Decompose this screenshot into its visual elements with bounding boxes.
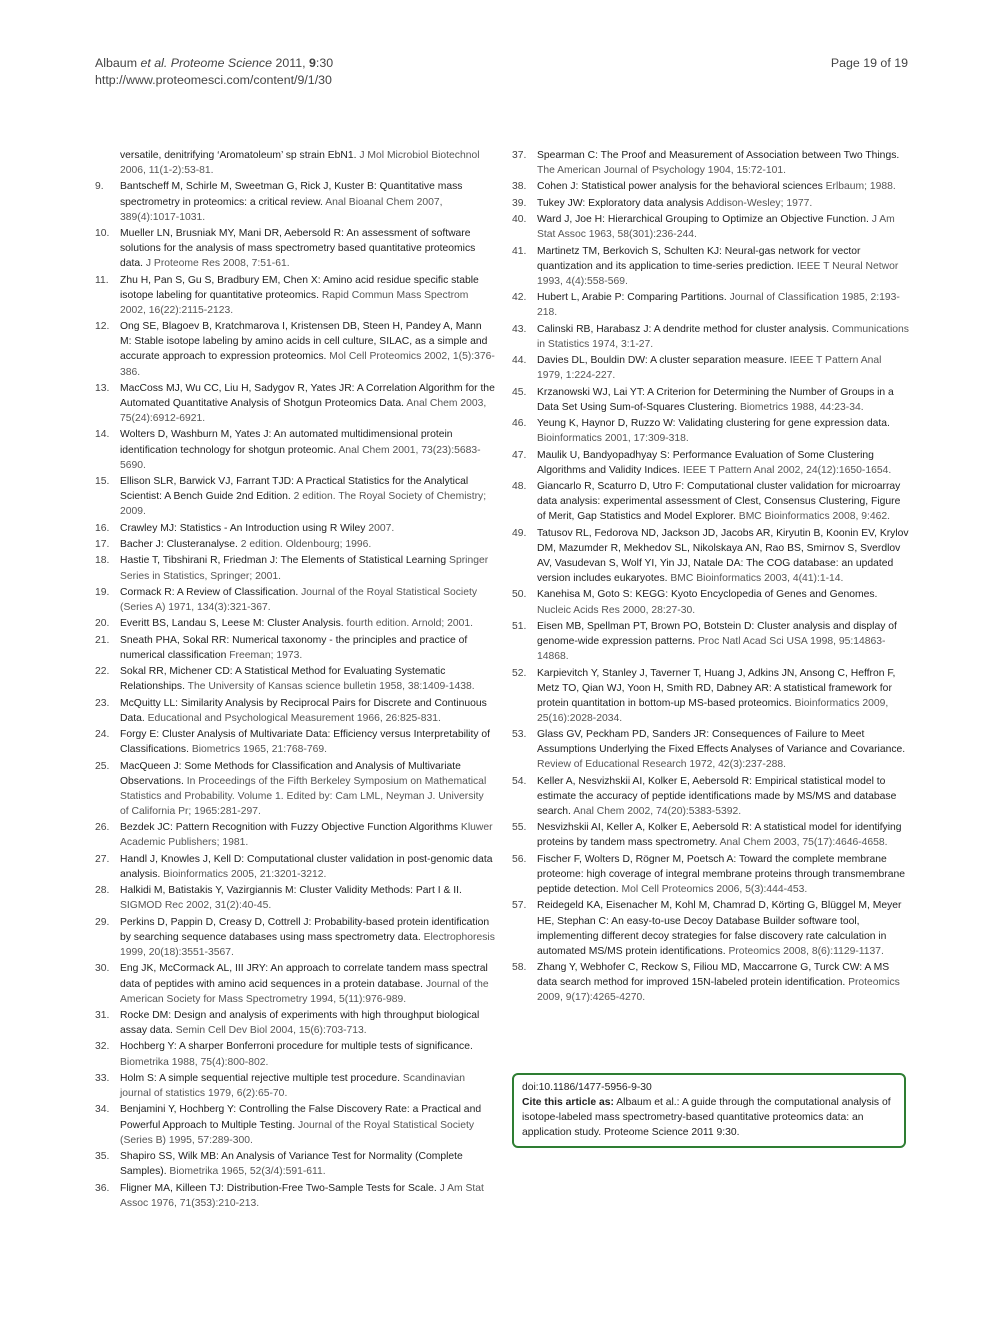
reference-title[interactable]: Sneath PHA, Sokal RR: Numerical taxonomy - the principles and practice of numerical classification bbox=[120, 634, 468, 661]
references-left-column bbox=[95, 148, 495, 1212]
reference-source: Communications in Statistics 1974, 3:1-27. bbox=[537, 323, 909, 350]
reference-source: Proteomics 2008, 8(6):1129-1137. bbox=[725, 945, 884, 957]
reference-title[interactable]: Ong SE, Blagoev B, Kratchmarova I, Kristensen DB, Steen H, Pandey A, Mann M: Stable isotope labeling by amino acids in cell culture, SILAC, as a simple and accurate approach to expression proteomics. bbox=[120, 321, 488, 363]
reference-source: Educational and Psychological Measurement 1966, 26:825-831. bbox=[144, 712, 441, 724]
reference-item bbox=[512, 448, 910, 478]
citation-text bbox=[522, 1095, 896, 1140]
reference-source: BMC Bioinformatics 2008, 9:462. bbox=[735, 511, 891, 523]
reference-item bbox=[512, 587, 910, 617]
reference-number: 40. bbox=[512, 214, 527, 226]
reference-title[interactable]: Eisen MB, Spellman PT, Brown PO, Botstein D: Cluster analysis and display of genome-wide expression patterns. bbox=[537, 620, 897, 648]
citation-label: Cite this article as: bbox=[522, 1097, 614, 1108]
reference-item bbox=[95, 537, 495, 552]
reference-source: 2 edition. Oldenbourg; 1996. bbox=[237, 539, 372, 551]
reference-item bbox=[95, 381, 495, 426]
reference-number: 34. bbox=[95, 1104, 110, 1116]
reference-item bbox=[95, 1008, 495, 1038]
reference-source: Proteomics 2009, 9(17):4265-4270. bbox=[537, 977, 900, 1004]
reference-item bbox=[512, 666, 910, 726]
reference-number: 39. bbox=[512, 197, 527, 209]
reference-title[interactable]: Tukey JW: Exploratory data analysis bbox=[537, 197, 704, 209]
reference-number: 23. bbox=[95, 697, 110, 709]
reference-number: 49. bbox=[512, 527, 527, 539]
reference-title[interactable]: Calinski RB, Harabasz J: A dendrite method for cluster analysis. bbox=[537, 323, 830, 335]
reference-title[interactable]: MacQueen J: Some Methods for Classification and Analysis of Multivariate Observations. bbox=[120, 760, 461, 787]
reference-item bbox=[95, 1071, 495, 1101]
reference-number: 54. bbox=[512, 775, 527, 787]
reference-source: Journal of Classification 1985, 2:193-218. bbox=[537, 292, 900, 319]
reference-source: Bioinformatics 2001, 17:309-318. bbox=[537, 433, 689, 445]
reference-item bbox=[95, 1181, 495, 1211]
reference-number: 24. bbox=[95, 729, 110, 741]
reference-source: Biometrika 1988, 75(4):800-802. bbox=[120, 1056, 269, 1068]
reference-title[interactable]: Yeung K, Haynor D, Ruzzo W: Validating clustering for gene expression data. bbox=[537, 418, 890, 430]
reference-source: Bioinformatics 2005, 21:3201-3212. bbox=[160, 868, 327, 880]
reference-source: Bioinformatics 2009, 25(16):2028-2034. bbox=[537, 697, 889, 724]
reference-title[interactable]: Hastie T, Tibshirani R, Friedman J: The Elements of Statistical Learning bbox=[120, 555, 447, 567]
reference-number: 48. bbox=[512, 481, 527, 493]
reference-title[interactable]: Nesvizhskii AI, Keller A, Kolker E, Aebersold R: A statistical model for identifying proteins by tandem mass spectrometry. bbox=[537, 822, 902, 849]
reference-item bbox=[95, 273, 495, 318]
reference-title[interactable]: Benjamini Y, Hochberg Y: Controlling the False Discovery Rate: a Practical and Powerful Approach to Multiple Testing. bbox=[120, 1104, 482, 1131]
reference-title[interactable]: Rocke DM: Design and analysis of experiments with high throughput biological assay data. bbox=[120, 1009, 480, 1037]
reference-number: 41. bbox=[512, 245, 527, 257]
reference-title[interactable]: Zhu H, Pan S, Gu S, Bradbury EM, Chen X: Amino acid residue specific stable isotope labeling for quantitative proteomics. bbox=[120, 274, 479, 301]
reference-source: J Am Stat Assoc 1976, 71(353):210-213. bbox=[120, 1182, 484, 1209]
reference-number: 32. bbox=[95, 1041, 110, 1053]
reference-source: The American Journal of Psychology 1904, 15:72-101. bbox=[537, 165, 786, 177]
reference-item bbox=[512, 196, 910, 211]
reference-number: 33. bbox=[95, 1072, 110, 1084]
reference-title[interactable]: Spearman C: The Proof and Measurement of Association between Two Things. bbox=[537, 150, 900, 161]
reference-title[interactable]: Crawley MJ: Statistics - An Introduction using R Wiley bbox=[120, 522, 366, 534]
reference-number: 9. bbox=[95, 181, 104, 193]
reference-item bbox=[95, 1102, 495, 1147]
reference-item bbox=[95, 820, 495, 850]
reference-number: 56. bbox=[512, 853, 527, 865]
reference-item bbox=[95, 616, 495, 631]
citation-body: Albaum et al.: A guide through the computational analysis of isotope-labeled mass spectrometry-based quantitative proteomics data: an application study. Proteome Science 2011 9:30. bbox=[522, 1097, 891, 1138]
reference-item bbox=[95, 633, 495, 663]
reference-item bbox=[95, 179, 495, 224]
reference-number: 55. bbox=[512, 822, 527, 834]
reference-item bbox=[512, 898, 910, 958]
reference-title[interactable]: Perkins D, Pappin D, Creasy D, Cottrell J: Probability-based protein identification by searching sequence databases using mass spectrometry data. bbox=[120, 916, 490, 943]
reference-title[interactable]: Kanehisa M, Goto S: KEGG: Kyoto Encyclopedia of Genes and Genomes. bbox=[537, 589, 878, 601]
reference-item bbox=[512, 353, 910, 383]
reference-title[interactable]: Ward J, Joe H: Hierarchical Grouping to Optimize an Objective Function. bbox=[537, 214, 869, 226]
reference-title[interactable]: Reidegeld KA, Eisenacher M, Kohl M, Chamrad D, Körting G, Blüggel M, Meyer HE, Stephan C: An easy-to-use Decoy Database Builder software tool, implementing different decoy strategies for false discovery rate calculation in automated MS/MS protein identifications. bbox=[537, 900, 902, 957]
reference-item bbox=[95, 585, 495, 615]
reference-item bbox=[95, 696, 495, 726]
reference-title[interactable]: Cormack R: A Review of Classification. bbox=[120, 586, 299, 598]
reference-item bbox=[95, 915, 495, 960]
reference-title[interactable]: Wolters D, Washburn M, Yates J: An automated multidimensional protein identification technology for shotgun proteomic. bbox=[120, 429, 453, 456]
reference-item bbox=[512, 148, 910, 178]
reference-number: 35. bbox=[95, 1151, 110, 1163]
reference-source: Journal of the American Society for Mass Spectrometry 1994, 5(11):976-989. bbox=[120, 978, 489, 1005]
reference-source: The University of Kansas science bulletin 1958, 38:1409-1438. bbox=[184, 681, 475, 693]
reference-source: Springer Series in Statistics, Springer; 2001. bbox=[120, 555, 489, 582]
reference-title[interactable]: Zhang Y, Webhofer C, Reckow S, Filiou MD, Maccarrone G, Turck CW: A MS data search method for improved 15N-labeled protein identification. bbox=[537, 962, 890, 989]
reference-title[interactable]: Shapiro SS, Wilk MB: An Analysis of Variance Test for Normality (Complete Samples). bbox=[120, 1151, 463, 1178]
reference-title[interactable]: Hubert L, Arabie P: Comparing Partitions. bbox=[537, 292, 727, 304]
reference-source: Journal of the Royal Statistical Society (Series A) 1971, 134(3):321-367. bbox=[120, 586, 478, 613]
reference-source: SIGMOD Rec 2002, 31(2):40-45. bbox=[120, 900, 272, 912]
reference-number: 37. bbox=[512, 150, 527, 161]
reference-number: 13. bbox=[95, 382, 110, 394]
reference-title[interactable]: Hochberg Y: A sharper Bonferroni procedure for multiple tests of significance. bbox=[120, 1041, 473, 1053]
reference-item bbox=[95, 148, 495, 178]
reference-number: 46. bbox=[512, 418, 527, 430]
reference-title[interactable]: Davies DL, Bouldin DW: A cluster separation measure. bbox=[537, 355, 787, 367]
reference-item bbox=[95, 883, 495, 913]
reference-source: Biometrics 1965, 21:768-769. bbox=[188, 744, 327, 756]
reference-source: Biometrika 1965, 52(3/4):591-611. bbox=[166, 1166, 326, 1178]
reference-item bbox=[512, 244, 910, 289]
reference-source: J Am Stat Assoc 1963, 58(301):236-244. bbox=[537, 214, 895, 241]
reference-source: 2 edition. The Royal Society of Chemistry; 2009. bbox=[120, 491, 487, 518]
reference-number: 19. bbox=[95, 586, 110, 598]
reference-number: 10. bbox=[95, 228, 110, 240]
reference-source: Anal Chem 2001, 73(23):5683-5690. bbox=[120, 444, 481, 471]
reference-title[interactable]: Handl J, Knowles J, Kell D: Computational cluster validation in post-genomic data analysis. bbox=[120, 853, 493, 880]
reference-title[interactable]: Cohen J: Statistical power analysis for the behavioral sciences bbox=[537, 181, 823, 193]
reference-number: 21. bbox=[95, 634, 110, 646]
reference-title[interactable]: Everitt BS, Landau S, Leese M: Cluster Analysis. bbox=[120, 618, 344, 630]
reference-item bbox=[512, 212, 910, 242]
page-number: Page 19 of 19 bbox=[830, 56, 908, 70]
reference-source: Mol Cell Proteomics 2006, 5(3):444-453. bbox=[618, 884, 808, 896]
reference-item bbox=[512, 479, 910, 524]
reference-source: 2007. bbox=[365, 522, 395, 534]
reference-title[interactable]: Keller A, Nesvizhskii AI, Kolker E, Aebersold R: Empirical statistical model to estimate the accuracy of peptide identifications made by MS/MS and database search. bbox=[537, 775, 897, 817]
reference-source: Semin Cell Dev Biol 2004, 15(6):703-713. bbox=[172, 1025, 367, 1037]
reference-source: Electrophoresis 1999, 20(18):3551-3567. bbox=[120, 931, 495, 959]
reference-item bbox=[512, 416, 910, 446]
reference-number: 15. bbox=[95, 476, 110, 488]
header-citation: Albaum et al. Proteome Science 2011, 9:30 bbox=[95, 56, 334, 70]
reference-title[interactable]: Maulik U, Bandyopadhyay S: Performance Evaluation of Some Clustering Algorithms and Validity Indices. bbox=[537, 449, 874, 476]
reference-title[interactable]: Bacher J: Clusteranalyse. bbox=[120, 539, 238, 551]
reference-source: Anal Bioanal Chem 2007, 389(4):1017-1031. bbox=[120, 196, 443, 223]
reference-number: 51. bbox=[512, 620, 527, 632]
reference-source: J Mol Microbiol Biotechnol 2006, 11(1-2):53-81. bbox=[120, 150, 480, 177]
reference-item bbox=[512, 960, 910, 1005]
reference-number: 20. bbox=[95, 618, 110, 630]
reference-source: IEEE T Pattern Anal 1979, 1:224-227. bbox=[537, 355, 882, 382]
reference-item bbox=[95, 427, 495, 472]
reference-number: 25. bbox=[95, 760, 110, 772]
reference-source: BMC Bioinformatics 2003, 4(41):1-14. bbox=[667, 573, 844, 585]
reference-source: Anal Chem 2002, 74(20):5383-5392. bbox=[570, 805, 742, 817]
reference-source: Anal Chem 2003, 75(24):6912-6921. bbox=[120, 397, 487, 425]
reference-source: Proc Natl Acad Sci USA 1998, 95:14863-14868. bbox=[537, 636, 886, 663]
reference-item bbox=[95, 319, 495, 379]
reference-item bbox=[512, 774, 910, 819]
reference-source: Scandinavian journal of statistics 1979, 6(2):65-70. bbox=[120, 1072, 465, 1100]
reference-number: 18. bbox=[95, 555, 110, 567]
reference-item bbox=[512, 852, 910, 897]
reference-source: Addison-Wesley; 1977. bbox=[703, 197, 813, 209]
reference-source: Anal Chem 2003, 75(17):4646-4658. bbox=[717, 837, 888, 849]
reference-source: IEEE T Pattern Anal 2002, 24(12):1650-1654. bbox=[679, 464, 892, 476]
reference-item bbox=[95, 852, 495, 882]
reference-source: IEEE T Neural Networ 1993, 4(4):558-569. bbox=[537, 260, 899, 287]
reference-title[interactable]: Holm S: A simple sequential rejective multiple test procedure. bbox=[120, 1072, 400, 1084]
reference-number: 28. bbox=[95, 885, 110, 897]
reference-number: 43. bbox=[512, 323, 527, 335]
reference-title[interactable]: Krzanowski WJ, Lai YT: A Criterion for Determining the Number of Groups in a Data Set Using Sum-of-Squares Clustering. bbox=[537, 386, 894, 413]
reference-item bbox=[512, 619, 910, 664]
reference-source: Rapid Commun Mass Spectrom 2002, 16(22):2115-2123. bbox=[120, 289, 469, 316]
reference-item bbox=[512, 526, 910, 586]
reference-number: 57. bbox=[512, 900, 527, 912]
reference-source: Freeman; 1973. bbox=[226, 649, 303, 661]
reference-number: 31. bbox=[95, 1009, 110, 1021]
reference-title[interactable]: McQuitty LL: Similarity Analysis by Reciprocal Pairs for Discrete and Continuous Data. bbox=[120, 697, 487, 724]
reference-title[interactable]: Karpievitch Y, Stanley J, Taverner T, Huang J, Adkins JN, Ansong C, Heffron F, Metz TO, Qian WJ, Yoon H, Smith RD, Dabney AR: A statistical framework for protein quantitation in bottom-up MS-based proteomics. bbox=[537, 667, 896, 709]
reference-title[interactable]: versatile, denitrifying ‘Aromatoleum’ sp strain EbN1. bbox=[120, 150, 357, 161]
reference-number: 52. bbox=[512, 667, 527, 679]
reference-item bbox=[512, 385, 910, 415]
reference-number: 30. bbox=[95, 963, 110, 975]
reference-title[interactable]: Bezdek JC: Pattern Recognition with Fuzzy Objective Function Algorithms bbox=[120, 822, 459, 834]
reference-title[interactable]: Forgy E: Cluster Analysis of Multivariate Data: Efficiency versus Interpretability of Classifications. bbox=[120, 729, 491, 756]
reference-source: Journal of the Royal Statistical Society (Series B) 1995, 57:289-300. bbox=[120, 1119, 474, 1146]
reference-title[interactable]: Halkidi M, Batistakis Y, Vazirgiannis M: Cluster Validity Methods: Part I & II. bbox=[120, 885, 462, 897]
reference-title[interactable]: Sokal RR, Michener CD: A Statistical Method for Evaluating Systematic Relationships. bbox=[120, 666, 446, 693]
reference-item bbox=[95, 1149, 495, 1179]
reference-source: Erlbaum; 1988. bbox=[822, 181, 896, 193]
running-header bbox=[95, 55, 333, 89]
reference-item bbox=[512, 179, 910, 194]
reference-source: Biometrics 1988, 44:23-34. bbox=[737, 401, 864, 413]
reference-number: 58. bbox=[512, 962, 527, 974]
reference-title[interactable]: Eng JK, McCormack AL, III JRY: An approach to correlate tandem mass spectral data of peptides with amino acid sequences in a protein database. bbox=[120, 963, 488, 990]
reference-item bbox=[512, 727, 910, 772]
reference-number: 44. bbox=[512, 355, 527, 367]
reference-item bbox=[95, 759, 495, 819]
reference-number: 47. bbox=[512, 449, 527, 461]
reference-number: 26. bbox=[95, 822, 110, 834]
reference-title[interactable]: Bantscheff M, Schirle M, Sweetman G, Rick J, Kuster B: Quantitative mass spectrometry in proteomics: a critical review. bbox=[120, 181, 463, 208]
reference-title[interactable]: Ellison SLR, Barwick VJ, Farrant TJD: A Practical Statistics for the Analytical Scientist: A Bench Guide 2nd Edition. bbox=[120, 476, 469, 503]
reference-number: 38. bbox=[512, 181, 527, 193]
reference-number: 27. bbox=[95, 853, 110, 865]
reference-title[interactable]: MacCoss MJ, Wu CC, Liu H, Sadygov R, Yates JR: A Correlation Algorithm for the Automated Quantitative Analysis of Shotgun Proteomics Data. bbox=[120, 382, 495, 409]
citation-box bbox=[512, 1073, 906, 1148]
reference-item bbox=[95, 961, 495, 1006]
reference-source: J Proteome Res 2008, 7:51-61. bbox=[143, 258, 290, 270]
reference-number: 16. bbox=[95, 522, 110, 534]
reference-number: 53. bbox=[512, 729, 527, 741]
reference-number: 42. bbox=[512, 292, 527, 304]
reference-number: 11. bbox=[95, 274, 109, 286]
reference-item bbox=[95, 226, 495, 271]
citation-doi[interactable]: doi:10.1186/1477-5956-9-30 bbox=[522, 1082, 652, 1093]
reference-title[interactable]: Glass GV, Peckham PD, Sanders JR: Consequences of Failure to Meet Assumptions Underlying the Fixed Effects Analyses of Variance and Covariance. bbox=[537, 729, 906, 756]
reference-number: 14. bbox=[95, 429, 110, 441]
reference-item bbox=[95, 664, 495, 694]
reference-source: fourth edition. Arnold; 2001. bbox=[343, 618, 474, 630]
reference-number: 12. bbox=[95, 321, 110, 333]
reference-number: 29. bbox=[95, 916, 110, 928]
header-url[interactable]: http://www.proteomesci.com/content/9/1/30 bbox=[95, 73, 332, 87]
reference-source: Nucleic Acids Res 2000, 28:27-30. bbox=[537, 604, 696, 616]
reference-item bbox=[95, 1039, 495, 1069]
references-right-column bbox=[512, 148, 910, 1007]
reference-item bbox=[95, 553, 495, 583]
reference-source: Kluwer Academic Publishers; 1981. bbox=[120, 822, 493, 849]
reference-item bbox=[512, 290, 910, 320]
reference-source: Mol Cell Proteomics 2002, 1(5):376-386. bbox=[120, 351, 495, 378]
reference-number: 22. bbox=[95, 666, 110, 678]
reference-item bbox=[95, 727, 495, 757]
reference-item bbox=[512, 820, 910, 850]
reference-title[interactable]: Mueller LN, Brusniak MY, Mani DR, Aebersold R: An assessment of software solutions for the analysis of mass spectrometry based quantitative proteomics data. bbox=[120, 228, 476, 270]
reference-item bbox=[95, 474, 495, 519]
reference-title[interactable]: Fligner MA, Killeen TJ: Distribution-Free Two-Sample Tests for Scale. bbox=[120, 1182, 437, 1194]
reference-source: Review of Educational Research 1972, 42(3):237-288. bbox=[537, 759, 786, 771]
reference-title[interactable]: Fischer F, Wolters D, Rögner M, Poetsch A: Toward the complete membrane proteome: high coverage of integral membrane proteins through transmembrane peptide detection. bbox=[537, 853, 905, 896]
reference-number: 36. bbox=[95, 1182, 110, 1194]
reference-source: In Proceedings of the Fifth Berkeley Symposium on Mathematical Statistics and Probability. Volume 1. Edited by: Cam LML, Neyman J. University of California Pr; 1965:281-297. bbox=[120, 775, 487, 817]
reference-item bbox=[95, 521, 495, 536]
reference-number: 45. bbox=[512, 386, 527, 398]
reference-item bbox=[512, 322, 910, 352]
reference-number: 17. bbox=[95, 539, 110, 551]
reference-number: 50. bbox=[512, 589, 527, 601]
reference-title[interactable]: Martinetz TM, Berkovich S, Schulten KJ: Neural-gas network for vector quantization and its application to time-series prediction. bbox=[537, 245, 861, 272]
reference-title[interactable]: Giancarlo R, Scaturro D, Utro F: Computational cluster validation for microarray data analysis: experimental assessment of Clest, Consensus Clustering, Figure of Merit, Gap Statistics and Model Explorer. bbox=[537, 481, 901, 523]
reference-title[interactable]: Tatusov RL, Fedorova ND, Jackson JD, Jacobs AR, Kiryutin B, Koonin EV, Krylov DM, Mazumder R, Mekhedov SL, Nikolskaya AN, Rao BS, Smirnov S, Sverdlov AV, Vasudevan S, Wolf YI, Yin JJ, Natale DA: The COG database: an updated version includes eukaryotes. bbox=[537, 527, 909, 585]
